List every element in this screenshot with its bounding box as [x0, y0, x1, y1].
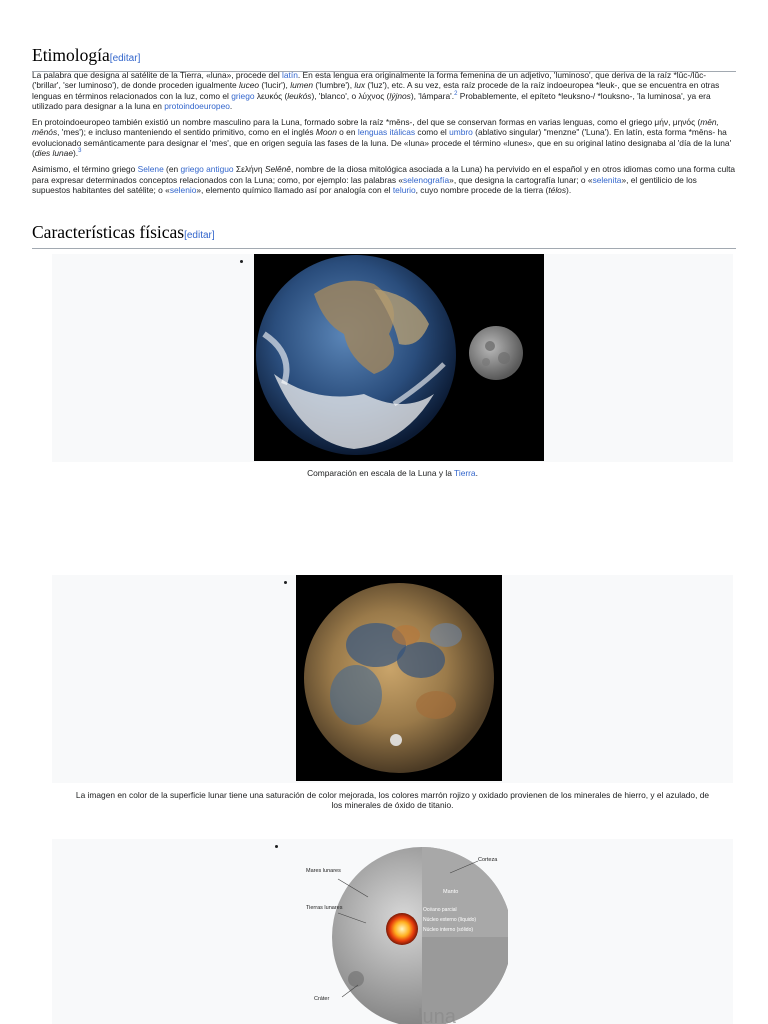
link-telurio[interactable]: telurio [392, 184, 416, 195]
section-title: Etimología [32, 45, 110, 65]
label-mares: Mares lunares [306, 868, 341, 874]
figure-caption: Comparación en escala de la Luna y la Tierra. [307, 468, 478, 478]
paragraph: La palabra que designa al satélite de la Tierra, «luna», procede del latín. En esta lengua era originalmente la forma femenina de un adjetivo, 'luminoso', que deriva de la raíz *lūc-/lŭc- ('brillar', 'ser luminoso'), de donde proceden igualmente luceo ('lucir'), lumen ('lumbre'), lux ('luz'), etc. A su vez, esta raíz procede de la raíz indoeuropea *leuk-, que se encuentra en otras lenguas en términos relacionados con la luz, como el griego λευκός (leukós), 'blanco', o λύχνος (lýjnos), 'lámpara'.$^2$ Probablemente, el epíteto *leuksno-/ *louksno-, 'la luminosa', ya era utilizado para designar a la luna en protoindoeuropeo. [32, 70, 720, 111]
etimologia-content [32, 66, 736, 195]
link-tierra[interactable]: Tierra [454, 468, 476, 478]
link-latin[interactable]: latín [282, 70, 298, 80]
label-tierras: Tierras lunares [306, 905, 343, 911]
figure-moon-structure [52, 839, 733, 1024]
paragraph: Asimismo, el término griego Selene (en griego antiguo Σελήνη Selênê, nombre de la diosa mitológica asociada a la Luna) ha pervivido en el español y en otros idiomas como una forma culta para expresar determinados conceptos relacionados con la Luna; como, por ejemplo: las palabras «selenografía», que designa la cartografía lunar; o «selenita», el gentilicio de los supuestos habitantes del satélite; o «selenio», elemento químico llamado así por analogía con el telurio, cuyo nombre procede de la tierra (télos). [32, 164, 736, 195]
link-umbro[interactable]: umbro [449, 127, 473, 138]
label-corteza: Corteza [478, 857, 498, 863]
color-moon-image[interactable] [296, 575, 502, 781]
link-griego-antiguo[interactable]: griego antiguo [180, 164, 234, 175]
earth-moon-image[interactable] [254, 254, 544, 461]
reference-link[interactable]: 2 [454, 90, 458, 97]
label-manto: Manto [443, 889, 459, 895]
label-nucleo-interno: Núcleo interno (sólido) [423, 927, 474, 933]
link-griego[interactable]: griego [231, 90, 255, 101]
link-lenguas-italicas[interactable]: lenguas itálicas [357, 127, 416, 138]
label-oceano: Océano parcial [423, 907, 457, 913]
list-bullet [284, 581, 287, 584]
moon-structure-image[interactable] [278, 839, 508, 1024]
figure-color-moon [52, 575, 733, 783]
edit-link[interactable]: editar [186, 230, 212, 241]
section-heading-caracteristicas [32, 221, 736, 249]
figure-earth-moon [52, 254, 733, 462]
paragraph: En protoindoeuropeo también existió un nombre masculino para la Luna, formado sobre la raíz *mēns-, del que se conservan formas en varias lenguas, como el griego μήν, μηνός (mēn, mēnós, 'mes'); e incluso manteniendo el sentido primitivo, como en el inglés Moon o en lenguas itálicas como el umbro (ablativo singular) "menzne" ('Luna'). En latín, esta forma *mēns- ha evolucionado semánticamente para designar el 'mes', que en origen seguía las fases de la luna. De «luna» procede el término «lunes», que en su original latino designaba al 'día de la luna' (dies lunae).$^3$ [32, 117, 732, 159]
watermark-luna: luna [418, 1006, 456, 1024]
edit-link[interactable]: editar [112, 53, 138, 64]
list-bullet [240, 260, 243, 263]
link-protoindoeuropeo[interactable]: protoindoeuropeo [164, 100, 230, 111]
link-selenografia[interactable]: selenografía [403, 174, 450, 185]
color-moon-illustration [296, 575, 502, 781]
link-selenio[interactable]: selenio [169, 184, 197, 195]
reference-link[interactable]: 3 [78, 148, 82, 155]
edit-section-link[interactable]: [editar] [109, 53, 141, 64]
link-selene[interactable]: Selene [137, 164, 164, 175]
figure-caption: La imagen en color de la superficie lunar tiene una saturación de color mejorada, los colores marrón rojizo y oxidado provienen de los minerales de hierro, y el azulado, de los minerales de óxido de titanio. [75, 790, 710, 810]
earth-moon-illustration [254, 254, 544, 461]
edit-section-link[interactable]: [editar] [184, 230, 215, 241]
moon-structure-illustration [278, 839, 508, 1024]
section-title: Características físicas [32, 222, 185, 242]
label-crater: Cráter [314, 996, 330, 1002]
link-selenita[interactable]: selenita [592, 174, 622, 185]
label-nucleo-externo: Núcleo externo (líquido) [423, 917, 477, 923]
